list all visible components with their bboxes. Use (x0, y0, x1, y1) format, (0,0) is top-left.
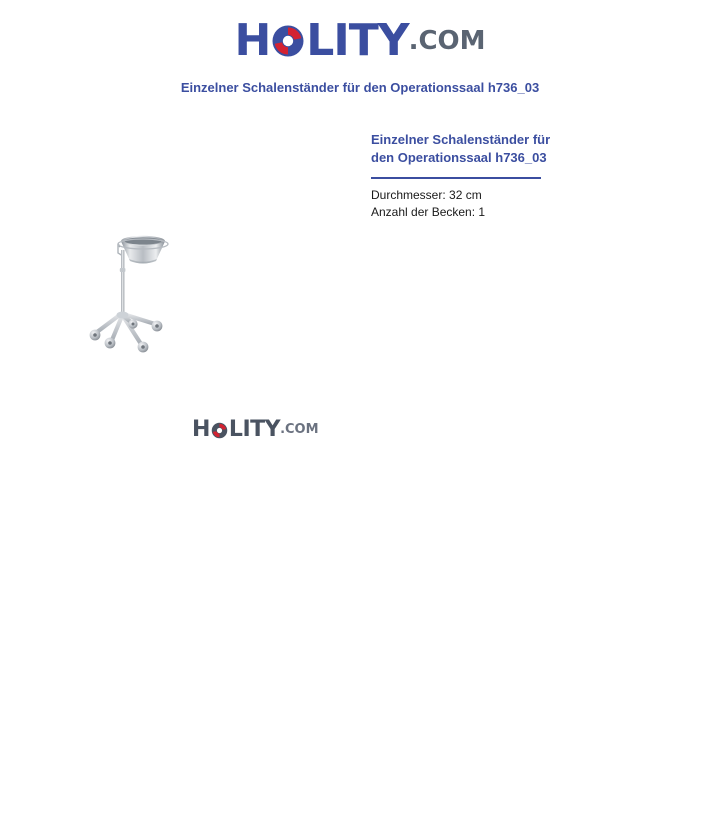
watermark-suffix-com: .COM (280, 422, 319, 437)
spec-bowl-count: Anzahl der Becken: 1 (371, 205, 486, 219)
watermark-o-icon (211, 422, 228, 439)
spec-diameter: Durchmesser: 32 cm (371, 188, 482, 202)
product-title-line2: den Operationssaal h736_03 (371, 150, 547, 165)
product-info-column (371, 131, 601, 221)
logo-suffix-com: .COM (408, 26, 486, 56)
logo-wrap[interactable] (234, 15, 486, 66)
watermark-letter-h: H (192, 417, 210, 442)
logo-letters-lity: LITY (306, 15, 409, 66)
holity-watermark (192, 418, 319, 442)
header-logo[interactable] (0, 15, 720, 66)
watermark-letters-lity: LITY (228, 417, 281, 442)
logo-letter-h: H (234, 15, 271, 66)
logo-o-icon (271, 24, 305, 58)
page-title: Einzelner Schalenständer für den Operationssaal h736_03 (180, 80, 540, 95)
product-title (371, 131, 601, 167)
title-divider (371, 177, 541, 179)
product-image (85, 228, 205, 368)
product-title-line1: Einzelner Schalenständer für (371, 132, 551, 147)
